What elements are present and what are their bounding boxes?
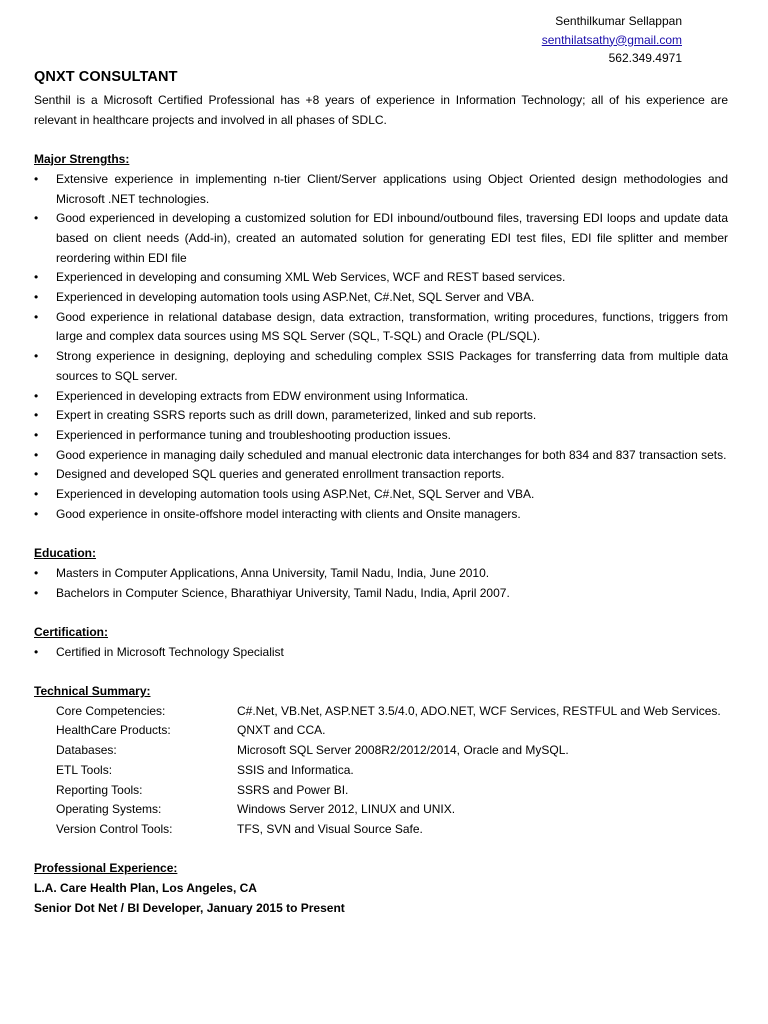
tech-value: SSIS and Informatica. <box>237 762 354 777</box>
tech-value: Windows Server 2012, LINUX and UNIX. <box>237 802 456 817</box>
tech-label: HealthCare Products: <box>56 723 171 738</box>
table-row <box>34 702 728 722</box>
list-item: • Expert in creating SSRS reports such as drill down, parameterized, linked and sub reports. <box>34 406 728 426</box>
tech-label: Databases: <box>56 743 117 758</box>
tech-label: ETL Tools: <box>56 762 113 777</box>
certification-heading: Certification <box>34 624 105 639</box>
technical-heading-line: Technical Summary: <box>34 684 151 699</box>
strengths-heading: Major Strengths: <box>34 152 130 167</box>
list-item: • Certified in Microsoft Technology Specialist <box>34 643 728 663</box>
list-item: • Strong experience in designing, deploying and scheduling complex SSIS Packages for transferring data from multiple data sources to SQL server. <box>34 347 728 386</box>
list-item: • Good experience in onsite-offshore model interacting with clients and Onsite managers. <box>34 505 728 525</box>
list-item: • Experienced in developing and consuming XML Web Services, WCF and REST based services. <box>34 268 728 288</box>
education-list <box>34 564 728 603</box>
list-item: • Experienced in developing extracts from EDW environment using Informatica. <box>34 387 728 407</box>
resume-title: QNXT CONSULTANT <box>34 69 178 85</box>
list-item: • Good experienced in developing a customized solution for EDI inbound/outbound files, traversing EDI loops and update data based on client needs (Add-in), created an automated solution for generating EDI test files, EDI file splitter and member reordering within EDI file <box>34 209 728 268</box>
contact-name: Senthilkumar Sellappan <box>555 14 682 28</box>
education-heading: Education <box>34 546 93 561</box>
role-line: Senior Dot Net / BI Developer, January 2015 to Present <box>34 900 345 915</box>
tech-value: SSRS and Power BI. <box>237 782 349 797</box>
technical-heading: Technical Summary <box>34 684 147 699</box>
technical-table <box>34 702 728 840</box>
resume-body <box>34 91 728 918</box>
list-item: • Bachelors in Computer Science, Bharathiyar University, Tamil Nadu, India, April 2007. <box>34 584 728 604</box>
list-item: • Masters in Computer Applications, Anna University, Tamil Nadu, India, June 2010. <box>34 564 728 584</box>
experience-heading: Professional Experience: <box>34 861 178 876</box>
tech-value: Microsoft SQL Server 2008R2/2012/2014, Oracle and MySQL. <box>237 743 569 758</box>
contact-block <box>542 12 682 68</box>
tech-value: QNXT and CCA. <box>237 723 326 738</box>
table-row <box>34 800 728 820</box>
list-item: • Good experience in managing daily scheduled and manual electronic data interchanges for both 834 and 837 transaction sets. <box>34 446 728 466</box>
tech-label: Core Competencies: <box>56 703 166 718</box>
table-row <box>34 781 728 801</box>
list-item: • Designed and developed SQL queries and generated enrollment transaction reports. <box>34 465 728 485</box>
tech-label: Operating Systems: <box>56 802 162 817</box>
tech-value: TFS, SVN and Visual Source Safe. <box>237 821 423 836</box>
table-row <box>34 761 728 781</box>
table-row <box>34 741 728 761</box>
list-item: • Experienced in developing automation tools using ASP.Net, C#.Net, SQL Server and VBA. <box>34 485 728 505</box>
list-item: • Experienced in performance tuning and troubleshooting production issues. <box>34 426 728 446</box>
list-item: • Extensive experience in implementing n-tier Client/Server applications using Object Oriented design methodologies and Microsoft .NET technologies. <box>34 170 728 209</box>
summary-paragraph: Senthil is a Microsoft Certified Professional has +8 years of experience in Information Technology; all of his experience are relevant in healthcare projects and involved in all phases of SDLC. <box>34 93 728 127</box>
contact-phone: 562.349.4971 <box>608 51 682 65</box>
certification-heading-line: Certification: <box>34 624 109 639</box>
tech-value: C#.Net, VB.Net, ASP.NET 3.5/4.0, ADO.NET, WCF Services, RESTFUL and Web Services. <box>237 703 721 718</box>
certification-list <box>34 643 728 663</box>
employer-line: L.A. Care Health Plan, Los Angeles, CA <box>34 881 257 896</box>
table-row <box>34 820 728 840</box>
strengths-list <box>34 170 728 525</box>
education-heading-line: Education: <box>34 546 97 561</box>
list-item: • Experienced in developing automation tools using ASP.Net, C#.Net, SQL Server and VBA. <box>34 288 728 308</box>
list-item: • Good experience in relational database design, data extraction, transformation, writing procedures, functions, triggers from large and complex data sources using MS SQL Server (SQL, T-SQL) and Oracle (PL/SQL). <box>34 308 728 347</box>
tech-label: Version Control Tools: <box>56 821 173 836</box>
tech-label: Reporting Tools: <box>56 782 143 797</box>
table-row <box>34 721 728 741</box>
email-link[interactable]: senthilatsathy@gmail.com <box>541 32 682 47</box>
